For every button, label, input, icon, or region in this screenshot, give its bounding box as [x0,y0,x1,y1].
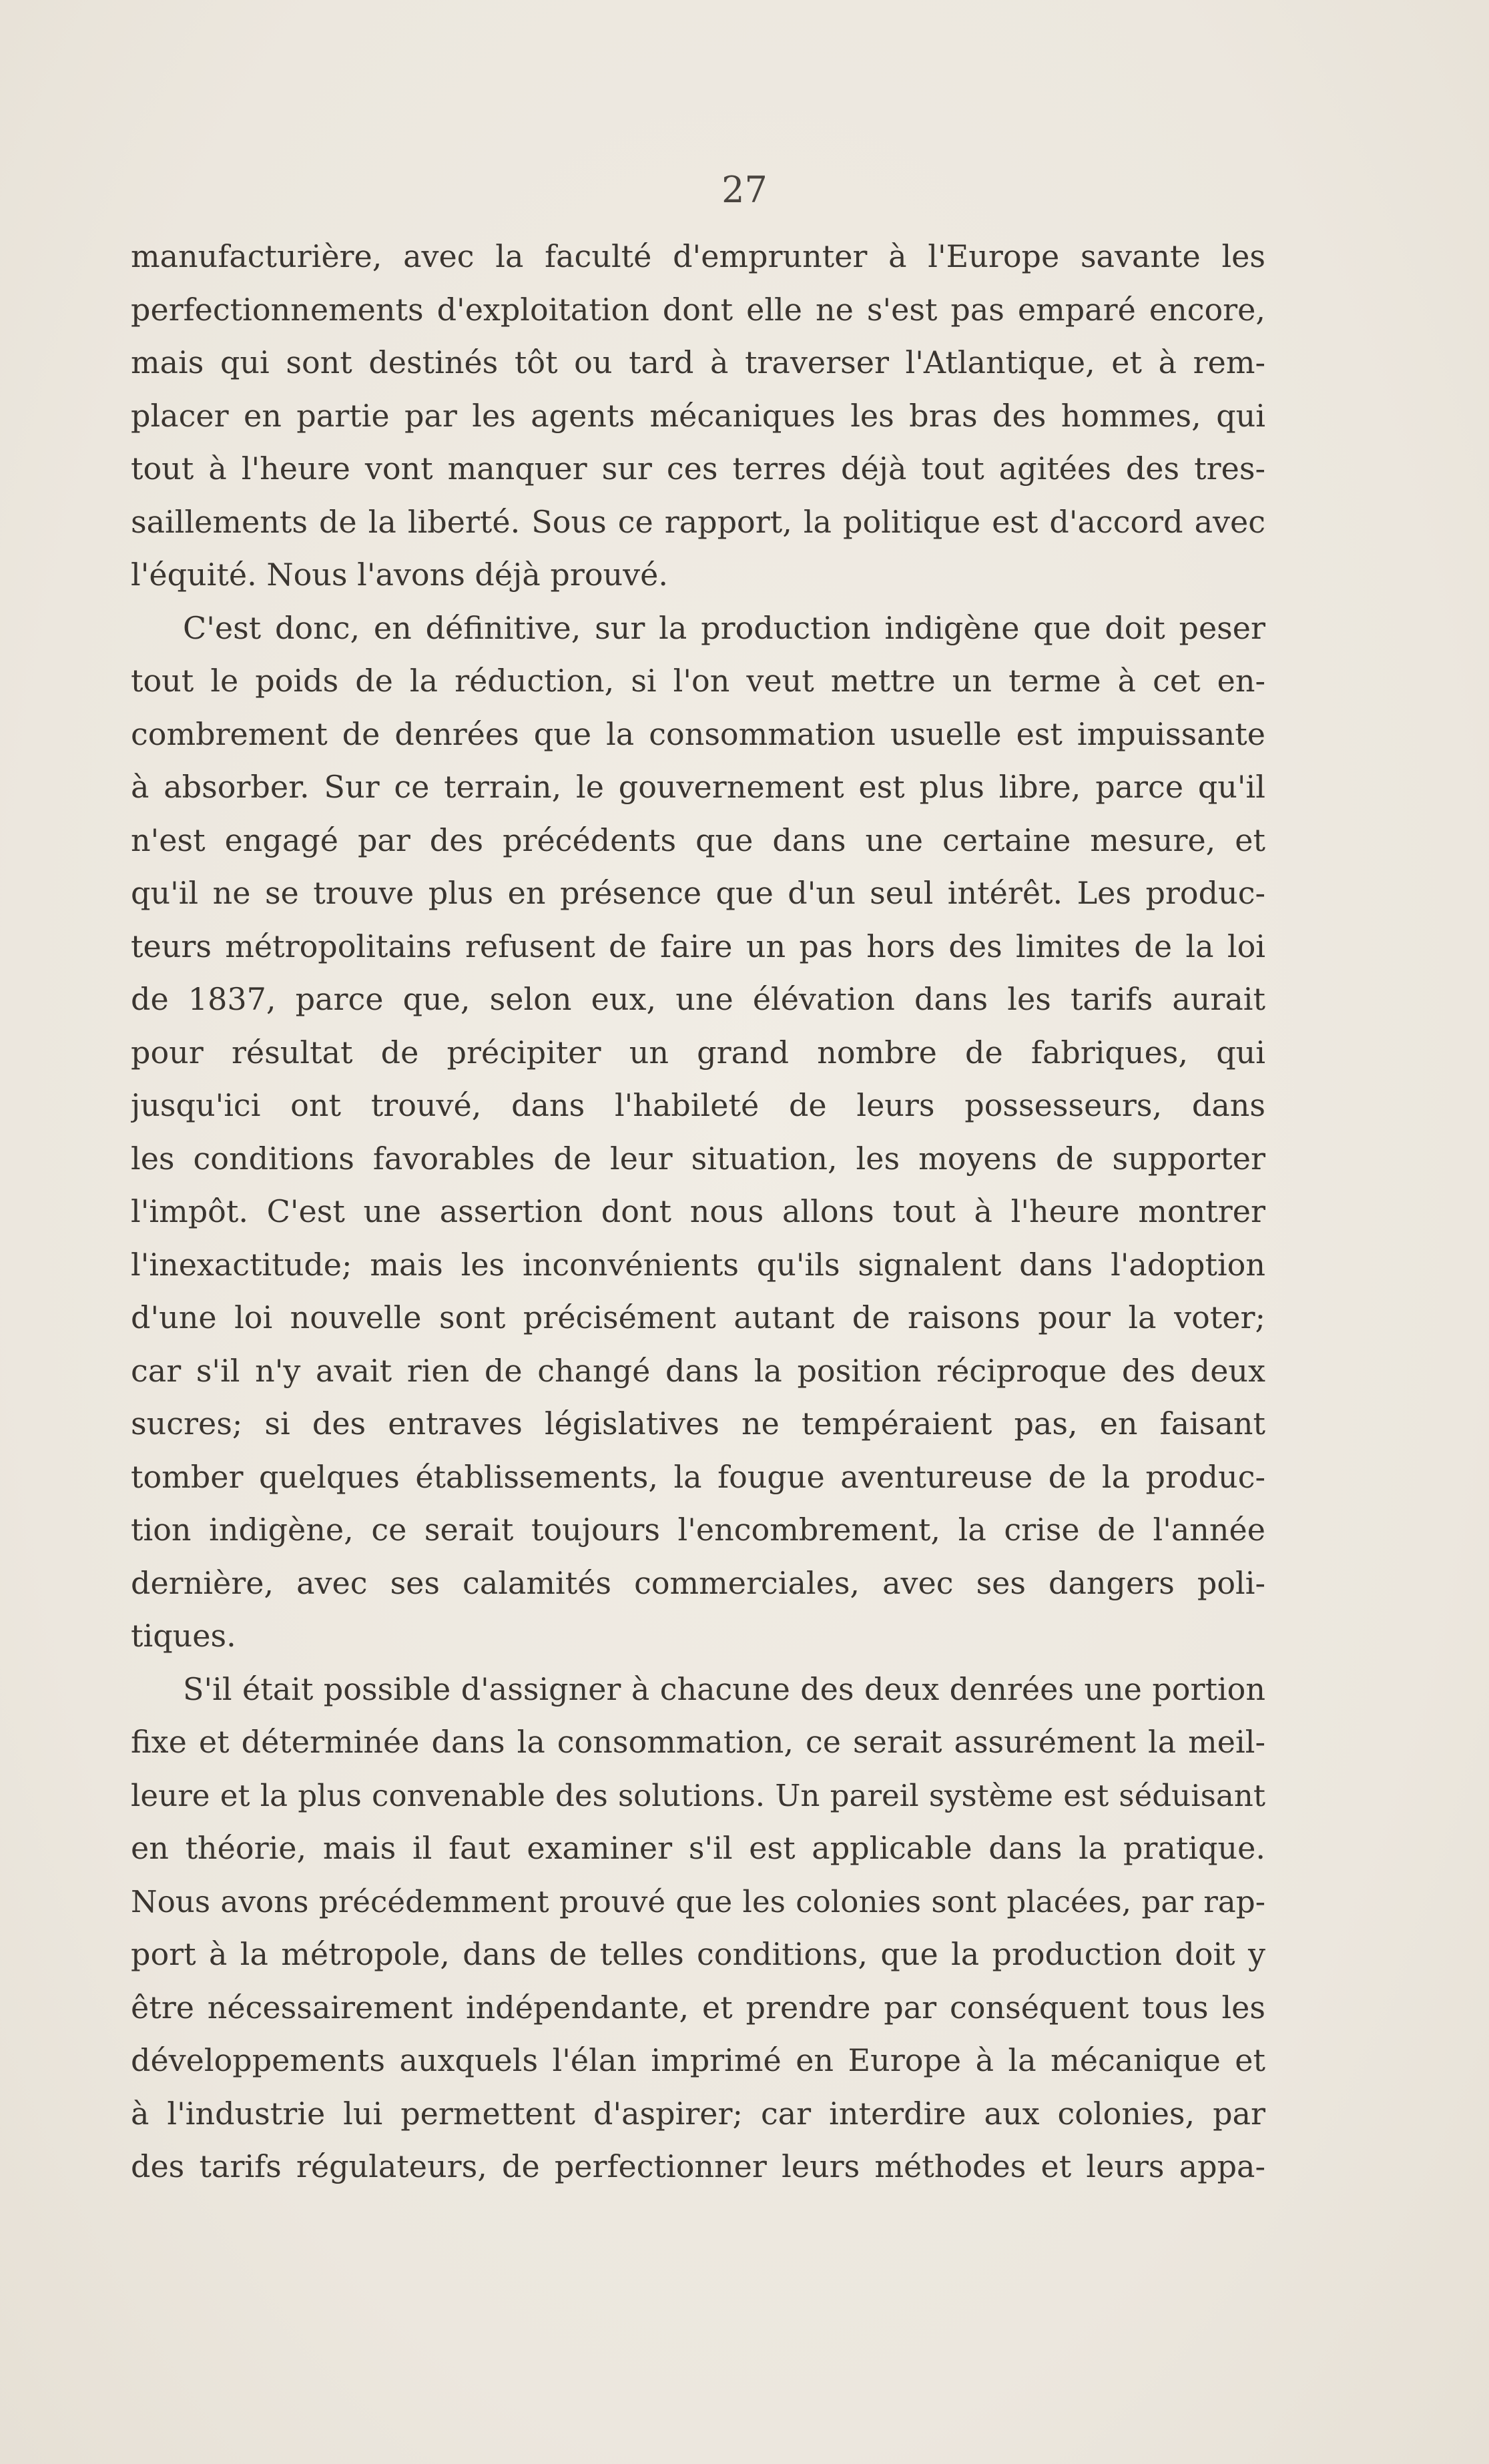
text-line: qu'il ne se trouve plus en présence que d'un seul intérêt. Les produc- [131,875,1265,911]
text-line: teurs métropolitains refusent de faire un pas hors des limites de la loi [131,928,1265,964]
text-line: à l'industrie lui permettent d'aspirer; car interdire aux colonies, par [131,2095,1265,2132]
body-text [131,230,1265,2194]
text-line: car s'il n'y avait rien de changé dans la position réciproque des deux [131,1352,1265,1389]
text-line: tomber quelques établissements, la fougue aventureuse de la produc- [131,1458,1265,1495]
text-line: manufacturière, avec la faculté d'emprunter à l'Europe savante les [131,238,1265,274]
text-line: port à la métropole, dans de telles conditions, que la production doit y [131,1936,1265,1972]
text-line: mais qui sont destinés tôt ou tard à traverser l'Atlantique, et à rem- [131,344,1265,380]
text-line: leure et la plus convenable des solutions. Un pareil système est séduisant [131,1777,1265,1813]
text-line: perfectionnements d'exploitation dont elle ne s'est pas emparé encore, [131,291,1265,328]
text-line: tiques. [131,1618,236,1654]
text-line: de 1837, parce que, selon eux, une élévation dans les tarifs aurait [131,981,1265,1017]
text-line: l'impôt. C'est une assertion dont nous allons tout à l'heure montrer [131,1193,1265,1229]
text-line: sucres; si des entraves législatives ne tempéraient pas, en faisant [131,1406,1265,1442]
text-line: développements auxquels l'élan imprimé en Europe à la mécanique et [131,2042,1265,2078]
text-line: n'est engagé par des précédents que dans une certaine mesure, et [131,822,1265,858]
text-line: les conditions favorables de leur situation, les moyens de supporter [131,1140,1265,1177]
page-number: 27 [721,169,768,211]
text-line: dernière, avec ses calamités commerciales, avec ses dangers poli- [131,1564,1265,1601]
text-line: à absorber. Sur ce terrain, le gouvernement est plus libre, parce qu'il [131,769,1265,805]
text-line: Nous avons précédemment prouvé que les colonies sont placées, par rap- [131,1883,1265,1919]
text-line: pour résultat de précipiter un grand nombre de fabriques, qui [131,1034,1265,1070]
text-line: fixe et déterminée dans la consommation, ce serait assurément la meil- [131,1724,1265,1760]
text-line: jusqu'ici ont trouvé, dans l'habileté de leurs possesseurs, dans [131,1087,1265,1123]
text-line: C'est donc, en définitive, sur la production indigène que doit peser [183,609,1265,646]
text-line: tout le poids de la réduction, si l'on veut mettre un terme à cet en- [131,663,1265,699]
text-line: S'il était possible d'assigner à chacune des deux denrées une portion [183,1670,1265,1707]
text-line: l'équité. Nous l'avons déjà prouvé. [131,557,668,593]
text-line: des tarifs régulateurs, de perfectionner leurs méthodes et leurs appa- [131,2148,1265,2184]
text-line: placer en partie par les agents mécaniques les bras des hommes, qui [131,397,1265,434]
text-line: combrement de denrées que la consommation usuelle est impuissante [131,715,1265,752]
text-line: tout à l'heure vont manquer sur ces terres déjà tout agitées des tres- [131,450,1265,487]
text-line: saillements de la liberté. Sous ce rapport, la politique est d'accord avec [131,503,1265,540]
text-line: d'une loi nouvelle sont précisément autant de raisons pour la voter; [131,1299,1265,1335]
text-line: tion indigène, ce serait toujours l'encombrement, la crise de l'année [131,1512,1265,1548]
text-line: en théorie, mais il faut examiner s'il est applicable dans la pratique. [131,1830,1265,1866]
text-line: être nécessairement indépendante, et prendre par conséquent tous les [131,1989,1265,2026]
text-line: l'inexactitude; mais les inconvénients qu'ils signalent dans l'adoption [131,1246,1265,1283]
